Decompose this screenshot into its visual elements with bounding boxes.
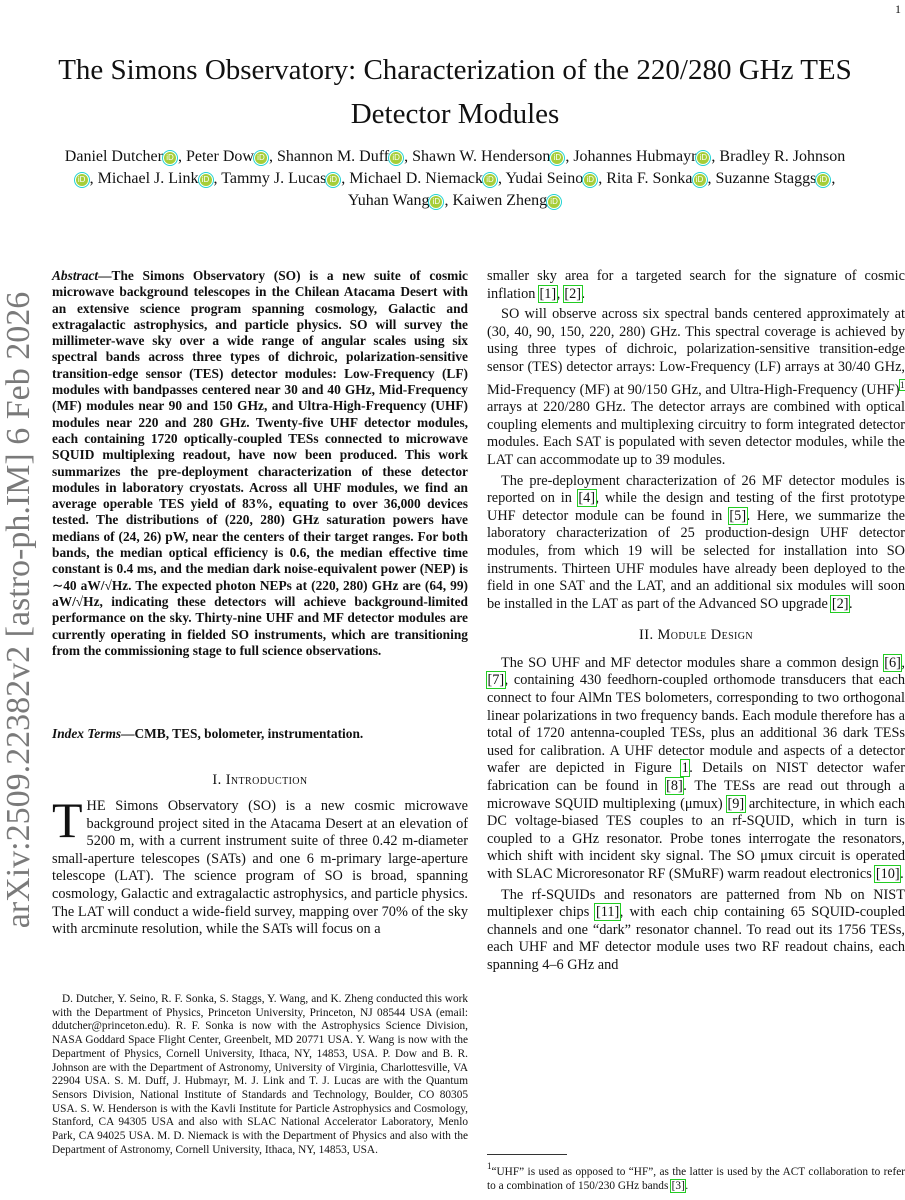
page-number: 1 xyxy=(895,2,901,16)
arxiv-sidebar xyxy=(0,260,58,960)
paragraph: SO will observe across six spectral bands centered approximately at (30, 40, 90, 150, 220, 280) GHz. This spectral coverage is achieved by using three types of dichroic, polarization-sensitive transition-edge sensor (TES) detector arrays: Low-Frequency (LF) arrays at 30/40 GHz, Mid-Frequency (MF) at 90/150 GHz, and Ultra-High-Frequency (UHF)$^1$ arrays at 220/280 GHz. The detector arrays are combined with optical coupling elements and multiplexing circuitry to form integrated detector modules. Each SAT is populated with seven detector modules, while the LAT can accommodate up to 39 modules. xyxy=(487,306,905,468)
author: Bradley R. Johnson xyxy=(719,148,846,165)
author: Kaiwen Zheng xyxy=(452,192,548,209)
orcid-icon[interactable]: iD xyxy=(694,174,706,186)
orcid-icon[interactable]: iD xyxy=(76,174,88,186)
section-heading-module-design: II. Module Design xyxy=(638,627,754,644)
citation-link[interactable]: [9] xyxy=(727,795,745,812)
citation-link[interactable]: [8] xyxy=(666,778,683,795)
intro-text: HE Simons Observatory (SO) is a new cosmic microwave background project sited in the Atacama Desert at an elevation of 5200 m, with a current instrument suite of three 0.42 m-diameter small-aperture telescopes (SATs) and one 6 m-primary large-aperture telescope (LAT). The science program of SO is broad, spanning cosmology, Galactic and extragalactic astrophysics, and particle physics. The LAT will conduct a wide-field survey, mapping over 70% of the sky with arcminute resolution, while the SATs will focus on a xyxy=(52,798,468,938)
citation-link[interactable]: [5] xyxy=(729,507,747,524)
drop-cap: T xyxy=(52,792,83,848)
author: Daniel Dutcher xyxy=(64,148,163,165)
footnote-rule xyxy=(487,1154,567,1155)
figure-link[interactable]: 1 xyxy=(681,760,689,777)
paragraph: The rf-SQUIDs and resonators are patterned from Nb on NIST multiplexer chips [11], with each chip containing 65 SQUID-coupled channels and one “dark” resonator channel. To read out its 1756 TESs, each UHF and MF detector module uses two RF readout chains, each spanning 4–6 GHz and xyxy=(487,886,905,973)
orcid-icon[interactable]: iD xyxy=(817,174,829,186)
index-terms-text: —CMB, TES, bolometer, instrumentation. xyxy=(121,726,364,741)
abstract-label: Abstract xyxy=(52,268,99,283)
author: Johannes Hubmayr xyxy=(573,148,697,165)
author: Peter Dow xyxy=(185,148,254,165)
citation-link[interactable]: [2] xyxy=(831,595,849,612)
citation-link[interactable]: [11] xyxy=(595,904,620,921)
orcid-icon[interactable]: iD xyxy=(327,174,339,186)
affiliation-footnote: D. Dutcher, Y. Seino, R. F. Sonka, S. Staggs, Y. Wang, and K. Zheng conducted this work with the Department of Physics, Princeton University, Princeton, NJ 08544 USA (email: ddutcher@princeton.edu). R. F. Sonka is now with the Astrophysics Science Division, NASA Goddard Space Flight Center, Greenbelt, MD 20771 USA. Y. Wang is now with the Department of Physics, Cornell University, Ithaca, NY, 14853, USA. P. Dow and B. R. Johnson are with the Department of Astronomy, University of Virginia, Charlottesville, VA 22904 USA. S. M. Duff, J. Hubmayr, M. J. Link and T. J. Lucas are with the Quantum Sensors Division, National Institute of Standards and Technology, Boulder, CO 80305 USA. S. W. Henderson is with the Kavli Institute for Particle Astrophysics and Cosmology, Stanford, CA 94305 USA and also with SLAC National Accelerator Laboratory, Menlo Park, CA 94025 USA. M. D. Niemack is with the Department of Physics and also with the Department of Astronomy, Cornell University, Ithaca, NY, 14853, USA. xyxy=(52,993,468,1156)
author: Michael J. Link xyxy=(97,170,199,187)
orcid-icon[interactable]: iD xyxy=(390,152,402,164)
author-list: Daniel Dutcher iD , Peter Dow iD , Shannon M. Duff iD , Shawn W. Henderson iD , Johannes Hubmayr iD , Bradley R. JohnsoniD , Michael J. Link iD , Tammy J. Lucas iD , Michael D. Niemack iD , Yudai Seino iD , Rita F. Sonka iD , Suzanne Staggs iD , Yuhan Wang iD , Kaiwen Zheng iD xyxy=(64,148,846,209)
citation-link[interactable]: [10] xyxy=(875,866,900,882)
index-terms xyxy=(52,726,468,742)
author: Rita F. Sonka xyxy=(606,170,693,187)
abstract xyxy=(52,268,468,659)
arxiv-identifier[interactable]: arXiv:2509.22382v2 [astro-ph.IM] 6 Feb 2026 xyxy=(0,291,37,929)
abstract-text: The Simons Observatory (SO) is a new suite of cosmic microwave background telescopes in the Chilean Atacama Desert with an extensive science program spanning cosmology, Galactic and extragalactic astrophysics, and particle physics. SO will survey the millimeter-wave sky over a wide range of angular scales using six spectral bands across three types of dichroic, polarization-sensitive transition-edge sensor (TES) detector modules: Low-Frequency (LF) modules with bandpasses centered near 30 and 40 GHz, Mid-Frequency (MF) modules near 90 and 150 GHz, and Ultra-High-Frequency (UHF) modules near 220 and 280 GHz. Twenty-five UHF detector modules, each containing 1720 optically-coupled TESs connected to microwave SQUID multiplexing readout, have now been produced. This work summarizes the pre-deployment characterization of these detector modules in laboratory cryostats. Across all UHF modules, we find an average operable TES yield of 83%, equating to over 36,000 devices tested. The distributions of (220, 280) GHz saturation powers have medians of (24, 26) pW, near the centers of their target ranges. For both bands, the median optical efficiency is 0.6, the median effective time constant is 0.4 ms, and the median dark noise-equivalent power (NEP) is ∼40 aW/√Hz. The expected photon NEPs at (220, 280) GHz are (64, 99) aW/√Hz, indicating these detectors will achieve background-limited performance on the sky. Thirty-nine UHF and MF detector modules are currently operating in fielded SO instruments, which are transitioning from the commissioning stage to full science observations. xyxy=(52,268,468,658)
orcid-icon[interactable]: iD xyxy=(164,152,176,164)
orcid-icon[interactable]: iD xyxy=(255,152,267,164)
citation-link[interactable]: [1] xyxy=(539,285,557,302)
citation-link[interactable]: [6] xyxy=(884,654,901,671)
paragraph: The SO UHF and MF detector modules share a common design [6], [7], containing 430 feedhorn-coupled orthomode transducers that each connect to four AlMn TES bolometers, corresponding to two orthogonal linear polarizations in two frequency bands. Each module therefore has a total of 1720 antenna-coupled TESs, plus an additional 36 dark TESs used for calibration. A UHF detector module and aspects of a detector wafer are depicted in Figure 1. Details on NIST detector wafer fabrication can be found in [8]. The TESs are read out through a microwave SQUID multiplexing (μmux) [9] architecture, in which each DC voltage-biased TES couples to an rf-SQUID, which in turn is coupled to a GHz resonator. Probe tones interrogate the resonators, which shift with incident sky signal. The SO μmux circuit is operated with SLAC Microresonator RF (SMuRF) warm readout electronics [10]. xyxy=(487,654,905,882)
orcid-icon[interactable]: iD xyxy=(484,174,496,186)
paragraph: The pre-deployment characterization of 26 MF detector modules is reported on in [4], while the design and testing of the first prototype UHF detector module can be found in [5]. Here, we summarize the laboratory characterization of 25 production-design UHF detector modules, from which 19 will be selected for installation into SO instruments. Thirteen UHF modules have already been deployed to the field in one SAT and the LAT, and an additional six modules will soon be installed in the LAT as part of the Advanced SO upgrade [2]. xyxy=(487,472,905,612)
footnote-link[interactable]: 1 xyxy=(900,379,905,390)
orcid-icon[interactable]: iD xyxy=(548,196,560,208)
citation-link[interactable]: [7] xyxy=(487,672,505,689)
author: Yuhan Wang xyxy=(347,192,430,209)
right-column xyxy=(487,268,905,978)
author: Tammy J. Lucas xyxy=(221,170,327,187)
author: Michael D. Niemack xyxy=(349,170,484,187)
abstract-dash: — xyxy=(98,268,112,283)
footnote-1: $^1$“UHF” is used as opposed to “HF”, as the latter is used by the ACT collaboration to refer to a combination of 150/230 GHz bands [3]. xyxy=(487,1161,905,1192)
introduction-paragraph xyxy=(52,792,468,939)
citation-link[interactable]: [4] xyxy=(578,490,596,507)
orcid-icon[interactable]: iD xyxy=(551,152,563,164)
index-terms-label: Index Terms xyxy=(52,726,122,741)
orcid-icon[interactable]: iD xyxy=(584,174,596,186)
author: Shannon M. Duff xyxy=(276,148,390,165)
author: Yudai Seino xyxy=(505,170,584,187)
paper-title: The Simons Observatory: Characterization of the 220/280 GHz TES Detector Modules xyxy=(58,54,852,130)
orcid-icon[interactable]: iD xyxy=(430,196,442,208)
footnote-mark: 1 xyxy=(487,1161,492,1171)
paragraph: smaller sky area for a targeted search for the signature of cosmic inflation [1], [2]. xyxy=(487,268,905,302)
author: Suzanne Staggs xyxy=(715,170,817,187)
citation-link[interactable]: [3] xyxy=(671,1179,685,1192)
author: Shawn W. Henderson xyxy=(412,148,551,165)
citation-link[interactable]: [2] xyxy=(564,285,582,302)
section-heading-introduction: I. Introduction xyxy=(212,772,308,788)
orcid-icon[interactable]: iD xyxy=(697,152,709,164)
orcid-icon[interactable]: iD xyxy=(200,174,212,186)
